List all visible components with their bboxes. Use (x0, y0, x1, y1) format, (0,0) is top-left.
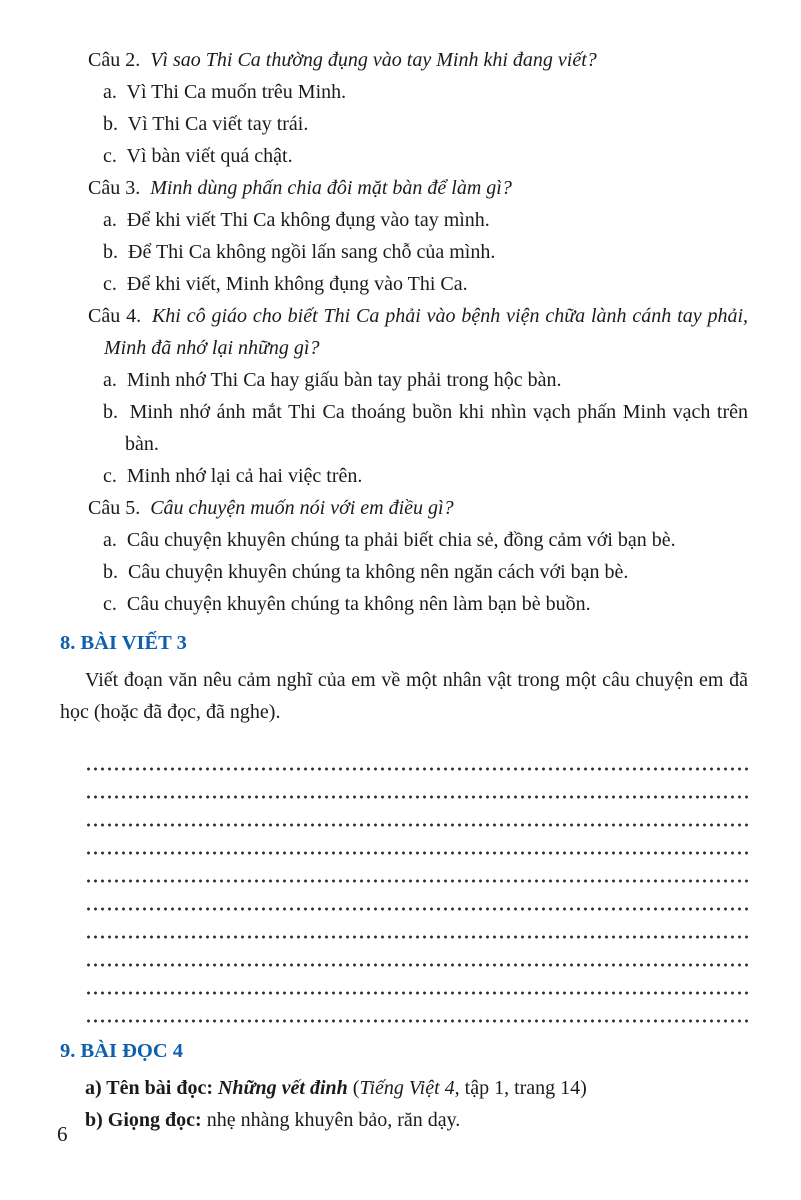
option-marker: a. (103, 369, 117, 391)
option-marker: b. (103, 241, 118, 263)
section-9-heading: 9. BÀI ĐỌC 4 (60, 1040, 184, 1062)
question-block (60, 492, 748, 620)
reading-title-line (60, 1072, 748, 1104)
writing-line (85, 911, 748, 939)
answer-option (60, 460, 748, 492)
question-block (60, 172, 748, 300)
option-text: Câu chuyện khuyên chúng ta phải biết chia sẻ, đồng cảm với bạn bè. (126, 529, 676, 551)
reading-voice-text: nhẹ nhàng khuyên bảo, răn dạy. (206, 1109, 461, 1131)
section-8-heading: 8. BÀI VIẾT 3 (60, 632, 187, 654)
answer-option (60, 204, 748, 236)
answer-option (60, 108, 748, 140)
writing-line (85, 883, 748, 911)
question-text: Vì sao Thi Ca thường đụng vào tay Minh khi đang viết? (150, 49, 597, 71)
question-label: Câu 4. (88, 305, 142, 327)
reading-voice-label: b) Giọng đọc: (85, 1109, 202, 1131)
option-text: Vì Thi Ca muốn trêu Minh. (126, 81, 347, 103)
question-label: Câu 2. (88, 49, 141, 71)
writing-line (85, 855, 748, 883)
option-text: Minh nhớ Thi Ca hay giấu bàn tay phải trong hộc bàn. (126, 369, 562, 391)
writing-line (85, 967, 748, 995)
option-text: Để khi viết Thi Ca không đụng vào tay mình. (126, 209, 490, 231)
writing-line (85, 995, 748, 1023)
writing-line (85, 743, 748, 771)
option-text: Câu chuyện khuyên chúng ta không nên làm bạn bè buồn. (126, 593, 591, 615)
question-label: Câu 3. (88, 177, 141, 199)
question-heading (60, 172, 748, 204)
option-marker: a. (103, 209, 117, 231)
answer-option (60, 588, 748, 620)
option-text: Để Thi Ca không ngồi lấn sang chỗ của mình. (128, 241, 496, 263)
writing-line (85, 827, 748, 855)
question-label: Câu 5. (88, 497, 141, 519)
answer-option (60, 140, 748, 172)
question-heading (60, 44, 748, 76)
reading-source-book: Tiếng Việt 4 (359, 1077, 455, 1099)
option-marker: a. (103, 81, 117, 103)
option-text: Để khi viết, Minh không đụng vào Thi Ca. (126, 273, 468, 295)
answer-option (60, 76, 748, 108)
answer-option (60, 364, 748, 396)
option-text: Minh nhớ ánh mắt Thi Ca thoáng buồn khi nhìn vạch phấn Minh vạch trên bàn. (125, 401, 749, 455)
question-text: Khi cô giáo cho biết Thi Ca phải vào bệnh viện chữa lành cánh tay phải, Minh đã nhớ lại những gì? (104, 305, 749, 359)
writing-line (85, 771, 748, 799)
option-marker: b. (103, 113, 118, 135)
option-marker: c. (103, 465, 117, 487)
reading-title: Những vết đinh (217, 1077, 348, 1099)
answer-option (60, 524, 748, 556)
reading-voice-line (60, 1104, 748, 1136)
question-heading (60, 300, 748, 364)
option-marker: b. (103, 401, 118, 423)
writing-line (85, 939, 748, 967)
answer-option (60, 556, 748, 588)
option-marker: b. (103, 561, 118, 583)
option-marker: a. (103, 529, 117, 551)
writing-line (85, 799, 748, 827)
answer-option (60, 396, 748, 460)
question-text: Minh dùng phấn chia đôi mặt bàn để làm gì? (150, 177, 512, 199)
option-marker: c. (103, 273, 117, 295)
reading-title-label: a) Tên bài đọc: (85, 1077, 213, 1099)
question-block (60, 300, 748, 492)
question-block (60, 44, 748, 172)
reading-source-rest: , tập 1, trang 14) (454, 1077, 587, 1099)
answer-option (60, 268, 748, 300)
answer-option (60, 236, 748, 268)
question-heading (60, 492, 748, 524)
reading-source-paren: ( (352, 1077, 360, 1099)
option-marker: c. (103, 593, 117, 615)
writing-area (60, 743, 748, 1023)
option-text: Minh nhớ lại cả hai việc trên. (126, 465, 363, 487)
page-number: 6 (57, 1122, 68, 1146)
question-text: Câu chuyện muốn nói với em điều gì? (150, 497, 454, 519)
option-text: Vì bàn viết quá chật. (126, 145, 293, 167)
option-text: Câu chuyện khuyên chúng ta không nên ngăn cách với bạn bè. (128, 561, 629, 583)
option-text: Vì Thi Ca viết tay trái. (127, 113, 309, 135)
writing-prompt: Viết đoạn văn nêu cảm nghĩ của em về một nhân vật trong một câu chuyện em đã học (hoặc đã đọc, đã nghe). (60, 669, 748, 723)
option-marker: c. (103, 145, 117, 167)
